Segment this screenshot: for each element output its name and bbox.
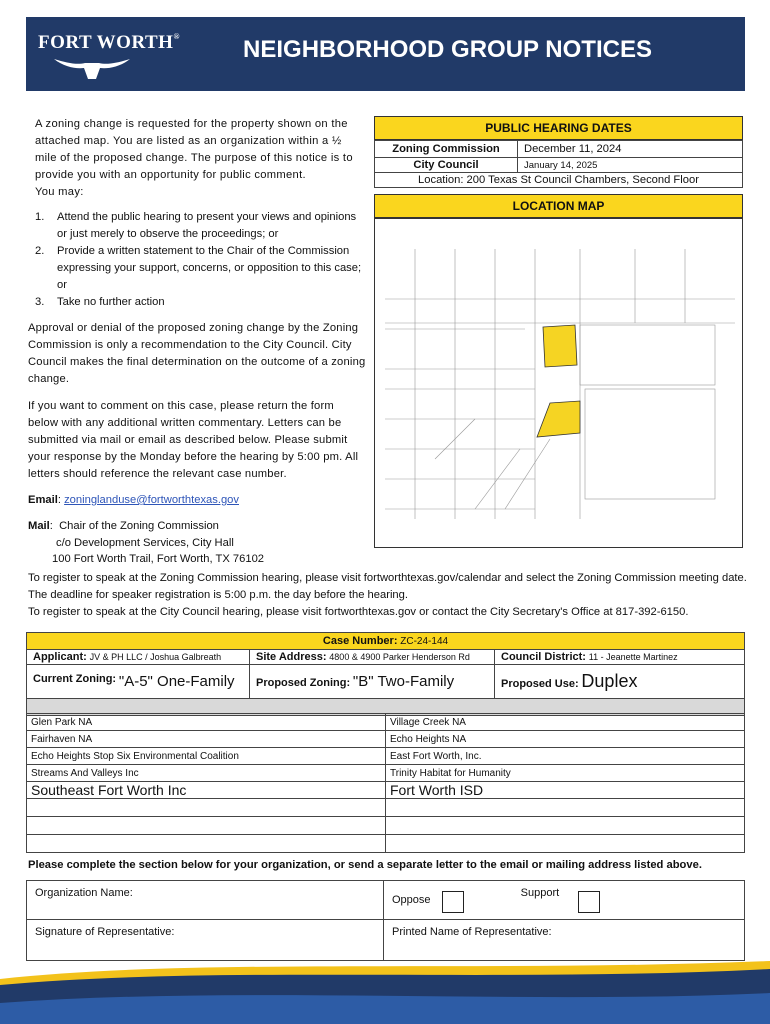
na-cell <box>27 817 386 835</box>
location-map <box>374 218 743 548</box>
city-council-date: January 14, 2025 <box>518 158 743 173</box>
na-cell: Glen Park NA <box>27 714 386 731</box>
intro-text: A zoning change is requested for the property shown on the attached map. You are listed as an organization within a ½ mile of the proposed change. The purpose of this notice is to provide you with an opportunity for public comment. <box>35 118 353 181</box>
zoning-commission-label: Zoning Commission <box>375 141 518 158</box>
email-link[interactable]: zoninglanduse@fortworthtexas.gov <box>64 494 239 506</box>
current-zoning-cell: Current Zoning: "A-5" One-Family <box>27 665 250 699</box>
register-zoning-text: To register to speak at the Zoning Commission hearing, please visit fortworthtexas.gov/calendar and select the Zoning Commission meeting date. The deadline for speaker registration is 5:00 p.m. the day before the hearing. <box>28 572 747 601</box>
neighborhood-table <box>26 713 745 853</box>
applicant-cell: Applicant: JV & PH LLC / Joshua Galbreath <box>27 650 250 665</box>
na-cell: Trinity Habitat for Humanity <box>386 765 745 782</box>
subject-parcel-south <box>537 401 580 437</box>
proposed-zoning-cell: Proposed Zoning: "B" Two-Family <box>250 665 495 699</box>
site-address-cell: Site Address: 4800 & 4900 Parker Henderson Rd <box>250 650 495 665</box>
list-item: 3. Take no further action <box>35 296 165 308</box>
support-checkbox[interactable] <box>578 891 600 913</box>
support-label: Support <box>520 887 560 899</box>
hearing-dates-title: PUBLIC HEARING DATES <box>374 116 743 140</box>
mail-block: Mail: Chair of the Zoning Commission c/o Development Services, City Hall 100 Fort Worth Trail, Fort Worth, TX 76102 <box>28 520 265 565</box>
case-number-row: Case Number: ZC-24-144 <box>27 633 745 650</box>
na-cell: Fairhaven NA <box>27 731 386 748</box>
intro-paragraph <box>35 116 365 201</box>
na-cell: Fort Worth ISD <box>386 782 745 799</box>
complete-instruction: Please complete the section below for your organization, or send a separate letter to the email or mailing address listed above. <box>28 859 702 871</box>
hearing-dates-table <box>374 140 743 188</box>
na-cell <box>27 799 386 817</box>
map-drawing <box>375 219 743 548</box>
council-district-cell: Council District: 11 - Jeanette Martinez <box>495 650 745 665</box>
oppose-label: Oppose <box>392 893 431 906</box>
na-cell <box>386 835 745 853</box>
organization-name-label: Organization Name: <box>35 887 133 899</box>
subject-parcel-north <box>543 325 577 367</box>
list-item: 2. Provide a written statement to the Chair of the Commission expressing your support, concerns, or opposition to this case; or <box>35 245 362 291</box>
list-item: 1. Attend the public hearing to present your views and opinions or just merely to observe the proceedings; or <box>35 211 357 240</box>
case-info-table <box>26 632 745 716</box>
footer-swoosh <box>0 955 770 1024</box>
proposed-use-cell: Proposed Use: Duplex <box>495 665 745 699</box>
you-may-label: You may: <box>35 186 84 198</box>
zoning-commission-date: December 11, 2024 <box>518 141 743 158</box>
approval-paragraph: Approval or denial of the proposed zoning change by the Zoning Commission is only a recommendation to the City Council. City Council makes the final determination on the outcome of a zoning change. <box>28 322 366 385</box>
na-cell <box>386 799 745 817</box>
hearing-location: Location: 200 Texas St Council Chambers, Second Floor <box>375 173 743 188</box>
register-council-text: To register to speak at the City Council hearing, please visit fortworthtexas.gov or contact the City Secretary's Office at 817-392-6150. <box>28 606 689 618</box>
na-cell: East Fort Worth, Inc. <box>386 748 745 765</box>
na-cell: Echo Heights Stop Six Environmental Coalition <box>27 748 386 765</box>
na-cell <box>386 817 745 835</box>
response-form <box>26 880 745 961</box>
fort-worth-logo: FORT WORTH® <box>38 32 180 53</box>
location-map-title: LOCATION MAP <box>374 194 743 218</box>
organization-name-field[interactable] <box>27 881 384 920</box>
options-list <box>35 209 365 311</box>
comment-paragraph: If you want to comment on this case, please return the form below with any additional written commentary. Letters can be submitted via mail or email as described below. Please submit your response by the Monday before the hearing by 5:00 pm. All letters should reference the relevant case number. <box>28 400 359 480</box>
city-council-label: City Council <box>375 158 518 173</box>
oppose-checkbox[interactable] <box>442 891 464 913</box>
na-cell: Streams And Valleys Inc <box>27 765 386 782</box>
na-cell: Southeast Fort Worth Inc <box>27 782 386 799</box>
printed-name-label: Printed Name of Representative: <box>392 926 552 938</box>
email-line: Email: zoninglanduse@fortworthtexas.gov <box>28 494 239 506</box>
position-cell <box>384 881 745 920</box>
signature-label: Signature of Representative: <box>35 926 175 938</box>
na-cell: Village Creek NA <box>386 714 745 731</box>
na-cell <box>27 835 386 853</box>
na-cell: Echo Heights NA <box>386 731 745 748</box>
longhorn-icon <box>52 53 132 81</box>
page-title: NEIGHBORHOOD GROUP NOTICES <box>243 36 652 63</box>
